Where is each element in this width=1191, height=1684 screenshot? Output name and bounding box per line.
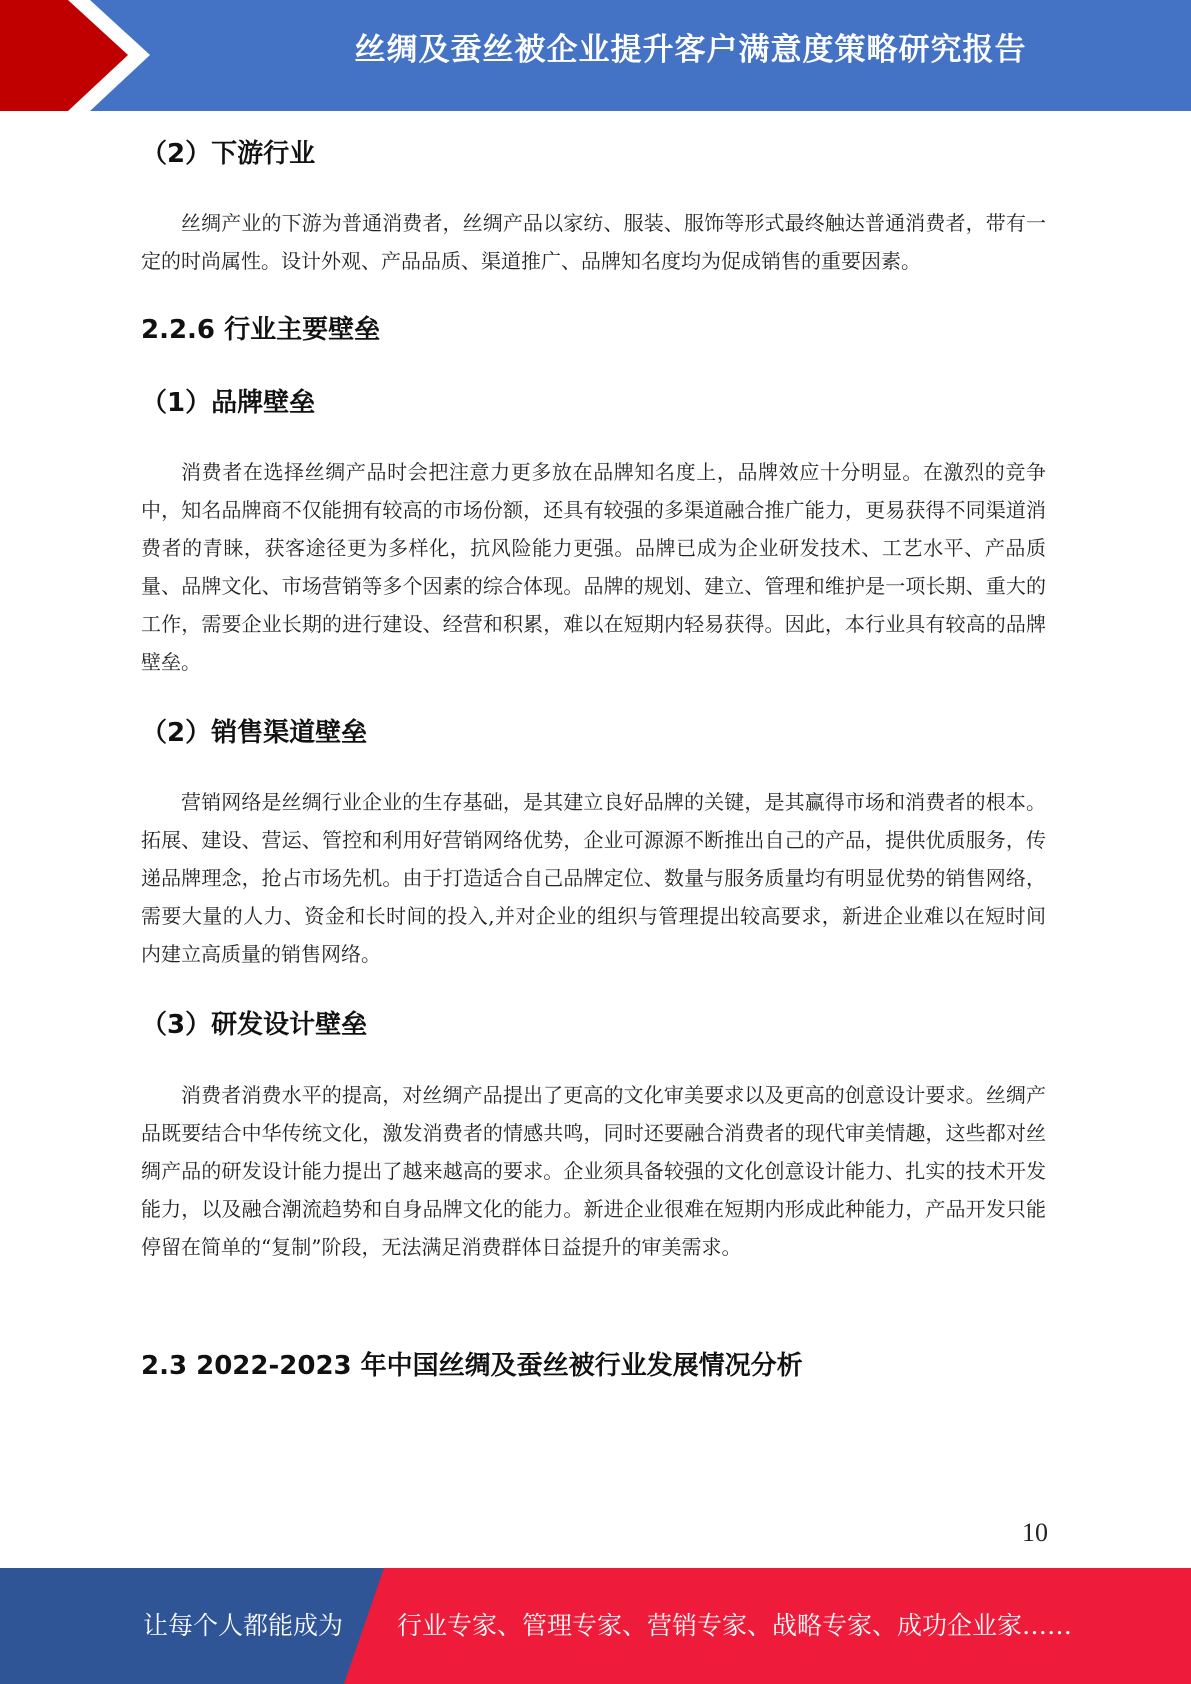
downstream-heading: （2）下游行业 — [141, 139, 316, 169]
brand-barrier-heading: （1）品牌壁垒 — [141, 388, 316, 418]
page-footer — [0, 1568, 1191, 1684]
footer-slogan-right: 行业专家、管理专家、营销专家、战略专家、成功企业家…… — [397, 1611, 1073, 1640]
page-header — [0, 0, 1191, 111]
downstream-paragraph: 丝绸产业的下游为普通消费者，丝绸产品以家纺、服装、服饰等形式最终触达普通消费者，带有一定的时尚属性。设计外观、产品品质、渠道推广、品牌知名度均为促成销售的重要因素。 — [141, 211, 1046, 273]
rd-barrier-paragraph: 消费者消费水平的提高，对丝绸产品提出了更高的文化审美要求以及更高的创意设计要求。丝绸产品既要结合中华传统文化，激发消费者的情感共鸣，同时还要融合消费者的现代审美情趣，这些都对丝绸产品的研发设计能力提出了越来越高的要求。企业须具备较强的文化创意设计能力、扎实的技术开发能力，以及融合潮流趋势和自身品牌文化的能力。新进企业很难在短期内形成此种能力，产品开发只能停留在简单的“复制”阶段，无法满足消费群体日益提升的审美需求。 — [141, 1083, 1046, 1259]
section-2-3-heading: 2.3 2022-2023 年中国丝绸及蚕丝被行业发展情况分析 — [141, 1351, 803, 1381]
footer-slogan-left: 让每个人都能成为 — [143, 1611, 344, 1640]
channel-barrier-paragraph: 营销网络是丝绸行业企业的生存基础，是其建立良好品牌的关键，是其赢得市场和消费者的根本。拓展、建设、营运、管控和利用好营销网络优势，企业可源源不断推出自己的产品，提供优质服务，传递品牌理念，抢占市场先机。由于打造适合自己品牌定位、数量与服务质量均有明显优势的销售网络，需要大量的人力、资金和长时间的投入,并对企业的组织与管理提出较高要求，新进企业难以在短时间内建立高质量的销售网络。 — [141, 790, 1046, 966]
channel-barrier-heading: （2）销售渠道壁垒 — [141, 718, 368, 748]
report-title: 丝绸及蚕丝被企业提升客户满意度策略研究报告 — [354, 32, 1027, 68]
rd-barrier-heading: （3）研发设计壁垒 — [141, 1010, 368, 1040]
brand-barrier-paragraph: 消费者在选择丝绸产品时会把注意力更多放在品牌知名度上，品牌效应十分明显。在激烈的竞争中，知名品牌商不仅能拥有较高的市场份额，还具有较强的多渠道融合推广能力，更易获得不同渠道消费者的青睐，获客途径更为多样化，抗风险能力更强。品牌已成为企业研发技术、工艺水平、产品质量、品牌文化、市场营销等多个因素的综合体现。品牌的规划、建立、管理和维护是一项长期、重大的工作，需要企业长期的进行建设、经营和积累，难以在短期内轻易获得。因此，本行业具有较高的品牌壁垒。 — [141, 460, 1046, 674]
barriers-section-heading: 2.2.6 行业主要壁垒 — [141, 315, 381, 345]
page-number: 10 — [1022, 1518, 1048, 1547]
